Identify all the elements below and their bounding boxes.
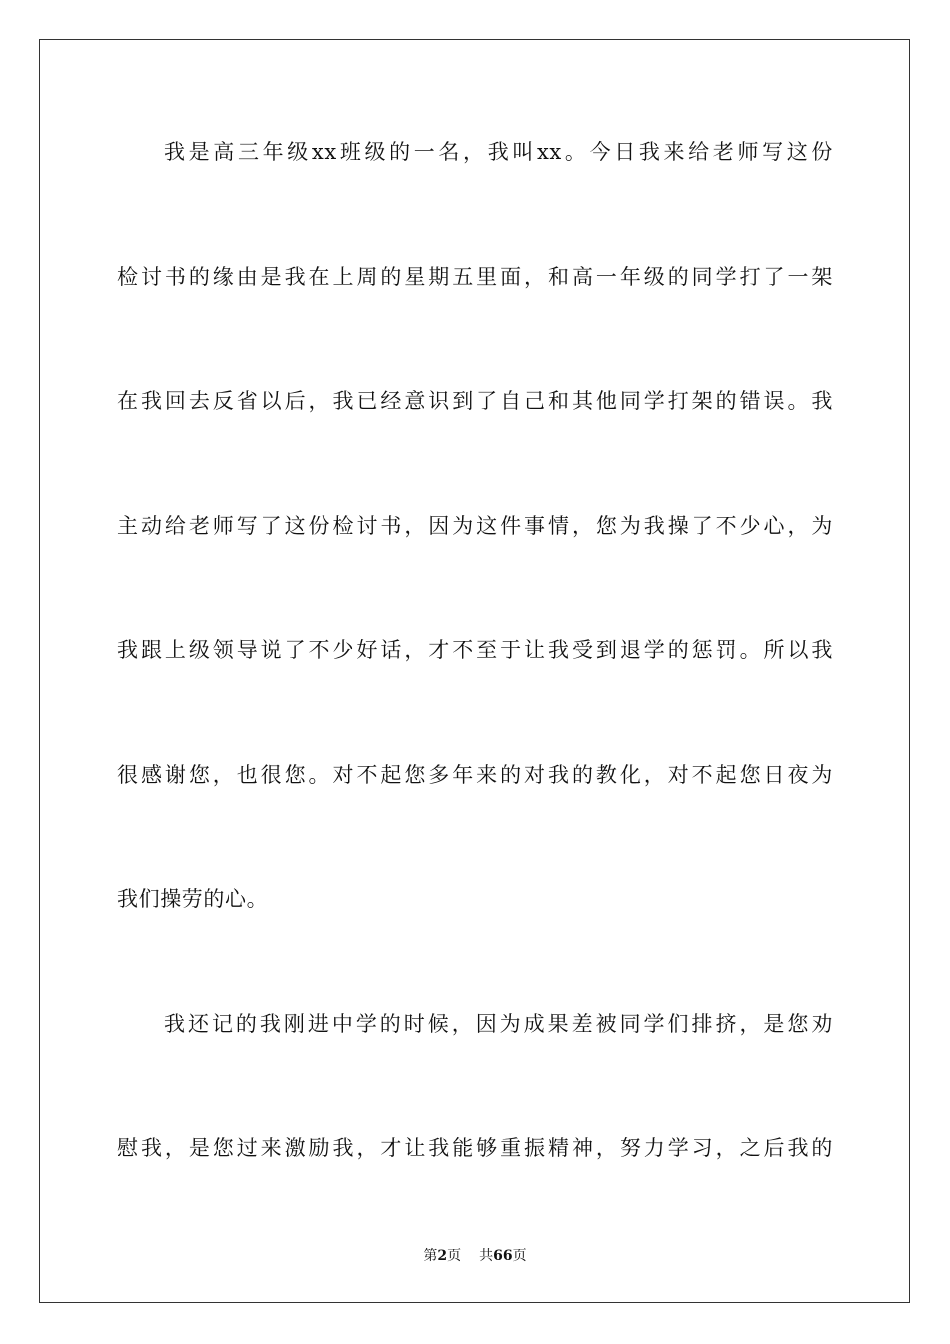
page-border	[39, 39, 910, 1303]
paragraph-1-line-6: 很感谢您，也很您。对不起您多年来的对我的教化，对不起您日夜为	[117, 763, 833, 787]
page-prefix: 第	[423, 1248, 438, 1264]
paragraph-1-line-2: 检讨书的缘由是我在上周的星期五里面，和高一年级的同学打了一架	[117, 265, 833, 289]
page-footer	[0, 1246, 950, 1266]
paragraph-2-line-2: 慰我，是您过来激励我，才让我能够重振精神，努力学习，之后我的	[117, 1136, 833, 1160]
total-suffix: 页	[512, 1248, 527, 1264]
total-prefix: 共	[479, 1248, 494, 1264]
paragraph-1-line-3: 在我回去反省以后，我已经意识到了自己和其他同学打架的错误。我	[117, 389, 833, 413]
page-number: 2	[437, 1248, 448, 1264]
paragraph-1-line-7: 我们操劳的心。	[117, 887, 269, 911]
paragraph-1-line-1: 我是高三年级xx班级的一名，我叫xx。今日我来给老师写这份	[164, 140, 833, 164]
page-suffix: 页	[447, 1248, 462, 1264]
total-pages: 66	[493, 1248, 513, 1264]
paragraph-2-line-1: 我还记的我刚进中学的时候，因为成果差被同学们排挤，是您劝	[164, 1012, 833, 1036]
paragraph-1-line-4: 主动给老师写了这份检讨书，因为这件事情，您为我操了不少心，为	[117, 514, 833, 538]
paragraph-1-line-5: 我跟上级领导说了不少好话，才不至于让我受到退学的惩罚。所以我	[117, 638, 833, 662]
